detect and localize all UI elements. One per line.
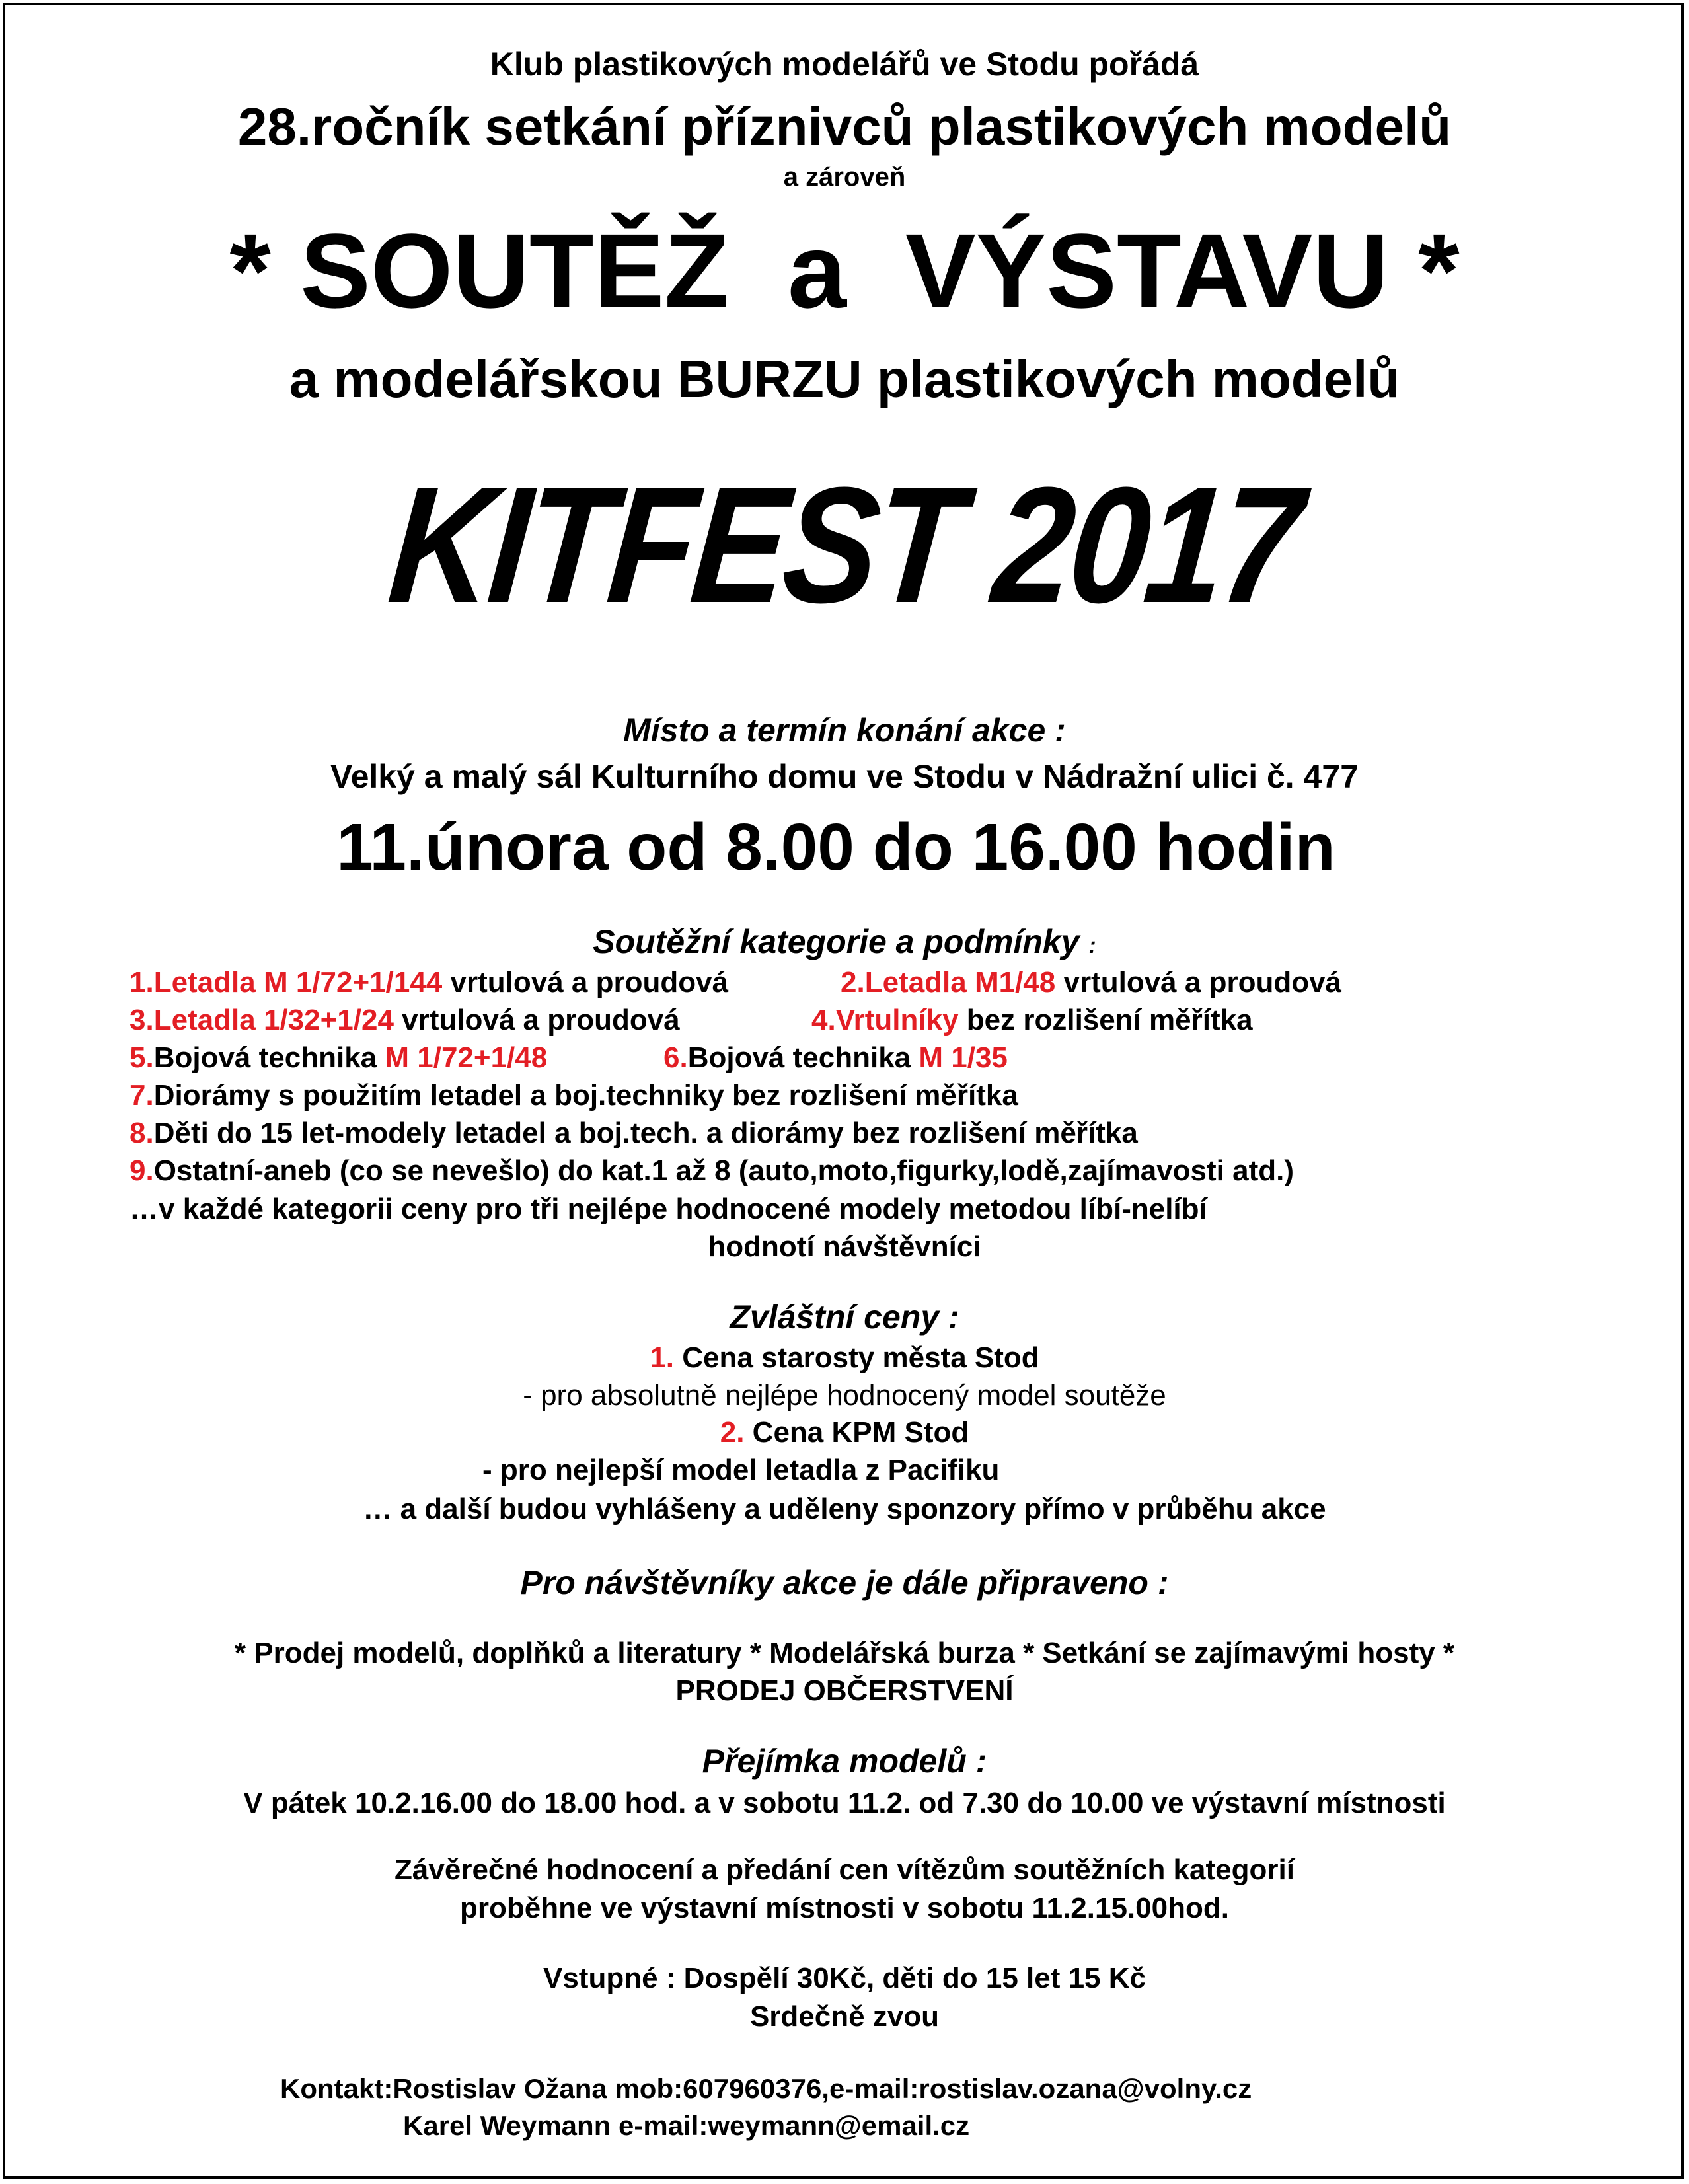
special-prizes-more: … a další budou vyhlášeny a uděleny sponzory přímo v průběhu akce	[363, 1493, 1326, 1525]
categories-heading	[0, 925, 1689, 958]
category-9-num: 9.	[130, 1154, 154, 1187]
special-prize-1-desc: - pro absolutně nejlépe hodnocený model soutěže	[523, 1379, 1166, 1412]
subheadline: a modelářskou BURZU plastikových modelů	[289, 350, 1400, 408]
category-2	[841, 968, 1341, 997]
category-6-num: 6.	[663, 1041, 688, 1074]
category-7-desc: Diorámy s použitím letadel a boj.techniky bez rozlišení měřítka	[153, 1079, 1018, 1111]
category-8	[130, 1119, 1138, 1148]
admission-fee: Vstupné : Dospělí 30Kč, děti do 15 let 15 Kč	[543, 1962, 1146, 1994]
category-1	[130, 968, 728, 997]
special-prize-1-title: Cena starosty města Stod	[674, 1341, 1039, 1374]
venue-label: Místo a termín konání akce :	[623, 712, 1066, 749]
category-8-desc: Děti do 15 let-modely letadel a boj.tech. a diorámy bez rozlišení měřítka	[153, 1117, 1138, 1149]
event-title	[0, 453, 1689, 637]
reception-heading: Přejímka modelů :	[702, 1743, 987, 1780]
edition-line: 28.ročník setkání příznivců plastikových modelů	[237, 97, 1452, 156]
special-prize-1	[0, 1343, 1689, 1373]
organizer-line: Klub plastikových modelářů ve Stodu pořádá	[490, 46, 1199, 83]
category-1-desc: vrtulová a proudová	[442, 966, 729, 998]
category-5-desc: Bojová technika	[153, 1041, 385, 1074]
venue-place: Velký a malý sál Kulturního domu ve Stodu v Nádražní ulici č. 477	[330, 758, 1359, 795]
admission-invite: Srdečně zvou	[749, 2000, 940, 2033]
category-5	[130, 1043, 547, 1073]
visitors-heading: Pro návštěvníky akce je dále připraveno :	[520, 1564, 1169, 1601]
category-1-name: 1.Letadla M 1/72+1/144	[130, 966, 443, 998]
category-4	[811, 1006, 1253, 1035]
category-3-desc: vrtulová a proudová	[393, 1004, 680, 1036]
category-3	[130, 1006, 680, 1035]
category-6-desc: Bojová technika	[687, 1041, 919, 1074]
event-title-text: KITFEST 2017	[383, 453, 1306, 637]
awards-line-2: proběhne ve výstavní místnosti v sobotu 11.2.15.00hod.	[460, 1892, 1229, 1924]
category-5-num: 5.	[130, 1041, 154, 1074]
contact-line-2: Karel Weymann e-mail:weymann@email.cz	[403, 2110, 970, 2141]
special-prize-2-desc: - pro nejlepší model letadla z Pacifiku	[482, 1454, 1000, 1486]
reception-text: V pátek 10.2.16.00 do 18.00 hod. a v sobotu 11.2. od 7.30 do 10.00 ve výstavní místnosti	[243, 1787, 1446, 1819]
category-6-scale: M 1/35	[919, 1041, 1008, 1074]
category-4-desc: bez rozlišení měřítka	[958, 1004, 1253, 1036]
categories-heading-text: Soutěžní kategorie a podmínky	[593, 923, 1080, 960]
categories-note-judges: hodnotí návštěvníci	[708, 1230, 981, 1263]
conjunction-line: a zároveň	[783, 163, 906, 192]
venue-date-time: 11.února od 8.00 do 16.00 hodin	[336, 810, 1335, 884]
special-prize-2-num: 2.	[720, 1416, 745, 1449]
contact-line-1: Kontakt:Rostislav Ožana mob:607960376,e-mail:rostislav.ozana@volny.cz	[280, 2073, 1252, 2104]
awards-line-1: Závěrečné hodnocení a předání cen vítězům soutěžních kategorií	[394, 1854, 1295, 1886]
headline: * SOUTĚŽ a VÝSTAVU *	[229, 211, 1460, 330]
category-7	[130, 1081, 1018, 1110]
special-prize-2-title: Cena KPM Stod	[744, 1416, 969, 1449]
special-prize-2	[0, 1418, 1689, 1447]
category-2-desc: vrtulová a proudová	[1055, 966, 1342, 998]
category-9	[130, 1156, 1294, 1186]
category-6	[663, 1043, 1008, 1073]
special-prizes-heading: Zvláštní ceny :	[730, 1299, 959, 1336]
category-2-name: 2.Letadla M1/48	[841, 966, 1056, 998]
categories-note: …v každé kategorii ceny pro tři nejlépe hodnocené modely metodou líbí-nelíbí	[130, 1193, 1207, 1225]
category-9-desc: Ostatní-aneb (co se nevešlo) do kat.1 až 8 (auto,moto,figurky,lodě,zajímavosti atd.)	[153, 1154, 1295, 1187]
visitors-offer: * Prodej modelů, doplňků a literatury * Modelářská burza * Setkání se zajímavými hosty *	[234, 1637, 1455, 1669]
category-4-name: 4.Vrtulníky	[811, 1004, 959, 1036]
category-5-scale: M 1/72+1/48	[385, 1041, 548, 1074]
category-3-name: 3.Letadla 1/32+1/24	[130, 1004, 394, 1036]
visitors-refreshments: PRODEJ OBČERSTVENÍ	[675, 1675, 1014, 1707]
category-7-num: 7.	[130, 1079, 154, 1111]
categories-heading-colon: :	[1088, 933, 1096, 958]
special-prize-1-num: 1.	[650, 1341, 675, 1374]
category-8-num: 8.	[130, 1117, 154, 1149]
